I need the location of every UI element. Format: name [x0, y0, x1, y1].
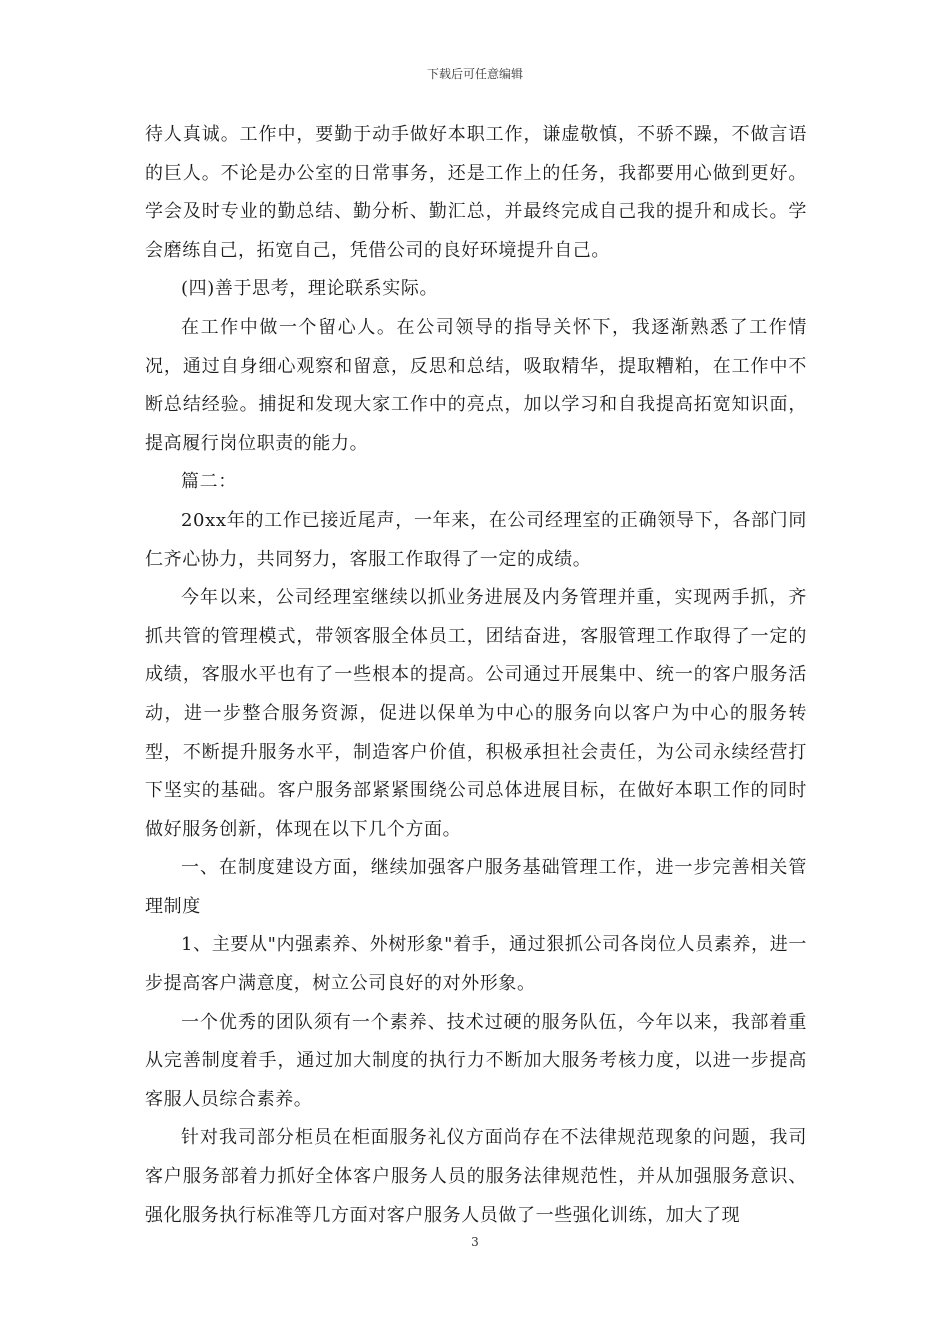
- section-heading: 篇二：: [181, 471, 237, 493]
- paragraph: 一、在制度建设方面，继续加强客户服务基础管理工作，进一步完善相关管理制度: [145, 857, 807, 917]
- document-body: [145, 116, 807, 1235]
- paragraph: 针对我司部分柜员在柜面服务礼仪方面尚存在不法律规范现象的问题，我司客户服务部着力抓好全体客户服务人员的服务法律规范性，并从加强服务意识、强化服务执行标准等几方面对客户服务人员做了一些强化训练，加大了现: [145, 1127, 807, 1226]
- paragraph: 在工作中做一个留心人。在公司领导的指导关怀下，我逐渐熟悉了工作情况，通过自身细心观察和留意，反思和总结，吸取精华，提取糟粕，在工作中不断总结经验。捕捉和发现大家工作中的亮点，加以学习和自我提高拓宽知识面，提高履行岗位职责的能力。: [145, 316, 807, 454]
- paragraph: 20xx年的工作已接近尾声，一年来，在公司经理室的正确领导下，各部门同仁齐心协力，共同努力，客服工作取得了一定的成绩。: [145, 509, 807, 570]
- paragraph: (四)善于思考，理论联系实际。: [181, 278, 439, 300]
- paragraph: 待人真诚。工作中，要勤于动手做好本职工作，谦虚敬慎，不骄不躁，不做言语的巨人。不论是办公室的日常事务，还是工作上的任务，我都要用心做到更好。学会及时专业的勤总结、勤分析、勤汇总，并最终完成自己我的提升和成长。学会磨练自己，拓宽自己，凭借公司的良好环境提升自己。: [145, 124, 807, 261]
- paragraph: 1、主要从"内强素养、外树形象"着手，通过狠抓公司各岗位人员素养，进一步提高客户满意度，树立公司良好的对外形象。: [145, 934, 807, 995]
- page-header: 下载后可任意编辑: [426, 67, 523, 81]
- paragraph: 今年以来，公司经理室继续以抓业务进展及内务管理并重，实现两手抓，齐抓共管的管理模式，带领客服全体员工，团结奋进，客服管理工作取得了一定的成绩，客服水平也有了一些根本的提高。公司通过开展集中、统一的客户服务活动，进一步整合服务资源，促进以保单为中心的服务向以客户为中心的服务转型，不断提升服务水平，制造客户价值，积极承担社会责任，为公司永续经营打下坚实的基础。客户服务部紧紧围绕公司总体进展目标，在做好本职工作的同时做好服务创新，体现在以下几个方面。: [145, 587, 807, 840]
- paragraph: 一个优秀的团队须有一个素养、技术过硬的服务队伍，今年以来，我部着重从完善制度着手，通过加大制度的执行力不断加大服务考核力度，以进一步提高客服人员综合素养。: [145, 1011, 807, 1110]
- page-number: 3: [471, 1235, 479, 1249]
